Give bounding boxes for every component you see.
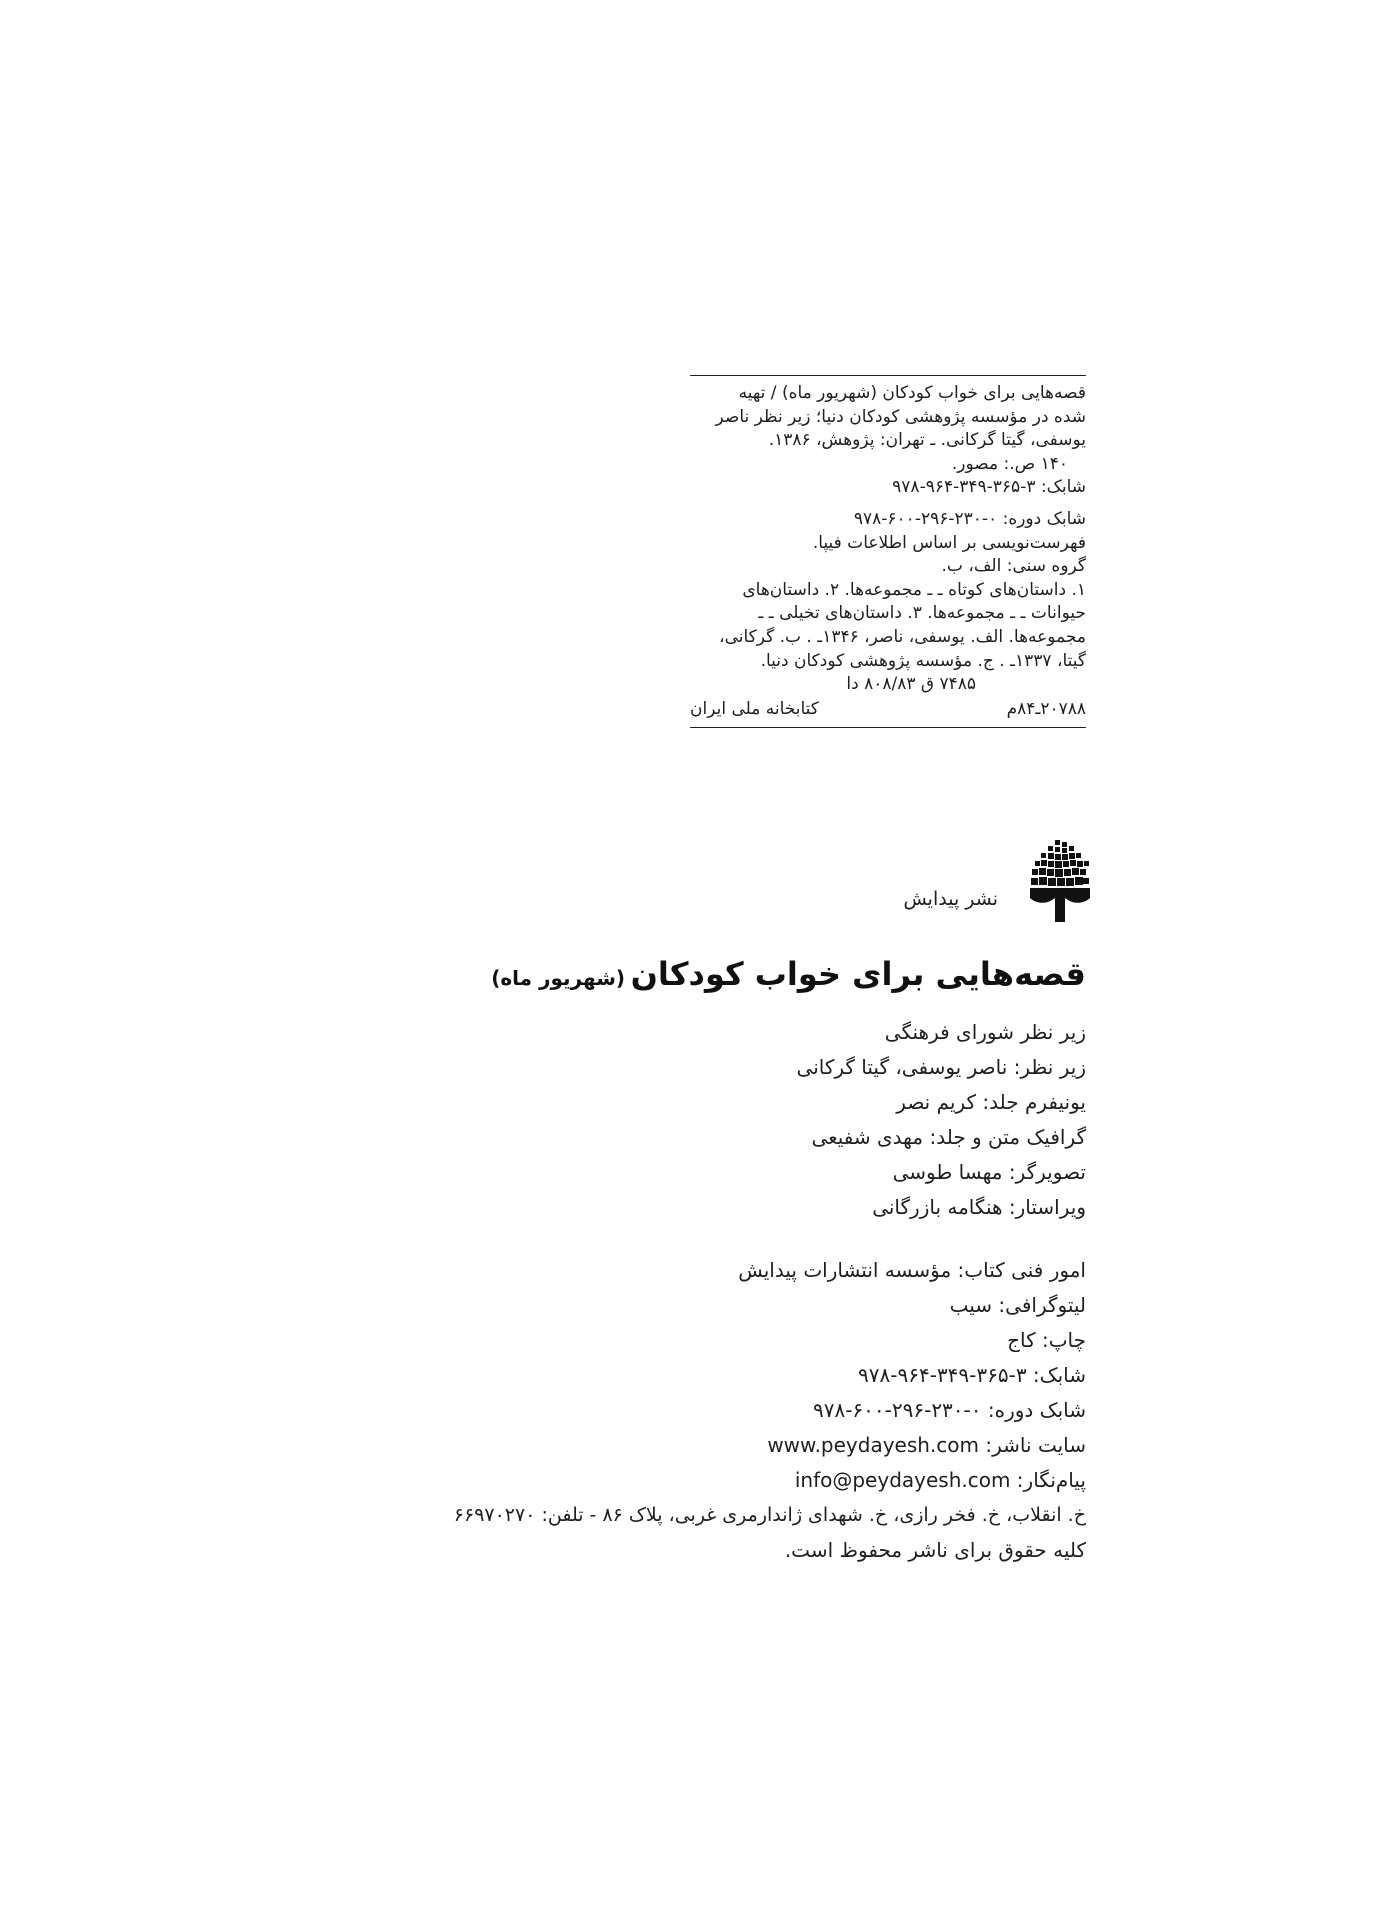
book-title [491,955,1086,993]
cip-line: ۱۴۰ ص.: مصور. [951,453,1068,474]
publisher-address: خ. انقلاب، خ. فخر رازی، خ. شهدای ژاندارمری غربی، پلاک ۸۶ - تلفن: ۶۶۹۷۰۲۷۰ [453,1504,1086,1526]
cip-library-row [690,697,1086,721]
cip-line: مجموعه‌ها. الف. یوسفی، ناصر، ۱۳۴۶ـ . ب. گرکانی، [719,626,1086,647]
credit-line: ویراستار: هنگامه بازرگانی [872,1195,1086,1219]
publisher-logo-row [900,838,1092,928]
cip-line: یوسفی، گیتا گرکانی. ـ تهران: پژوهش، ۱۳۸۶. [768,430,1086,451]
credits-block [454,1015,1086,1568]
publisher-name: نشر پیدایش [903,888,998,910]
production-line: چاپ: کاج [1007,1328,1086,1352]
credit-line: زیر نظر: ناصر یوسفی، گیتا گرکانی [796,1055,1086,1079]
cip-line: قصه‌هایی برای خواب کودکان (شهریور ماه) / تهیه [738,383,1086,403]
copyright-line: کلیه حقوق برای ناشر محفوظ است. [784,1538,1086,1562]
cip-line: گروه سنی: الف، ب. [941,556,1086,577]
library-number: ۲۰۷۸۸ـ۸۴م [1006,698,1086,719]
production-line: لیتوگرافی: سیب [949,1293,1086,1317]
cip-line: حیوانات ـ ـ مجموعه‌ها. ۳. داستان‌های تخیلی ـ ـ [758,603,1086,624]
production-line: امور فنی کتاب: مؤسسه انتشارات پیدایش [738,1258,1086,1282]
isbn-line: شابک: ۳-۳۶۵-۳۴۹-۹۶۴-۹۷۸ [858,1363,1086,1387]
credit-line: گرافیک متن و جلد: مهدی شفیعی [811,1125,1086,1149]
cip-line: فهرست‌نویسی بر اساس اطلاعات فیپا. [812,532,1086,553]
library-label: کتابخانه ملی ایران [690,698,819,719]
cip-bottom-rule [690,727,1086,728]
publisher-email: پیام‌نگار: info@peydayesh.com [794,1468,1086,1492]
tree-logo-icon [1028,838,1092,926]
cip-set-isbn: شابک دوره: ۰-۲۳۰-۲۹۶-۶۰۰-۹۷۸ [853,508,1086,529]
publisher-website: سایت ناشر: www.peydayesh.com [767,1433,1086,1457]
credit-line: زیر نظر شورای فرهنگی [884,1020,1086,1044]
cip-call-number: ۷۴۸۵ ق ۸۰۸/۸۳ دا [846,674,976,695]
cip-line: گیتا، ۱۳۳۷ـ . ج. مؤسسه پژوهشی کودکان دنیا. [760,650,1086,671]
book-title-subtitle: (شهریور ماه) [491,966,626,990]
cip-isbn: شابک: ۳-۳۶۵-۳۴۹-۹۶۴-۹۷۸ [892,477,1086,498]
cataloging-in-publication-block [690,375,1086,728]
book-title-main: قصه‌هایی برای خواب کودکان [630,955,1086,993]
set-isbn-line: شابک دوره: ۰-۲۳۰-۲۹۶-۶۰۰-۹۷۸ [812,1398,1086,1422]
cip-line: ۱. داستان‌های کوتاه ـ ـ مجموعه‌ها. ۲. داستان‌های [742,579,1086,600]
credit-line: تصویرگر: مهسا طوسی [892,1160,1086,1184]
credit-line: یونیفرم جلد: کریم نصر [896,1090,1086,1114]
cip-line: شده در مؤسسه پژوهشی کودکان دنیا؛ زیر نظر ناصر [715,406,1086,427]
